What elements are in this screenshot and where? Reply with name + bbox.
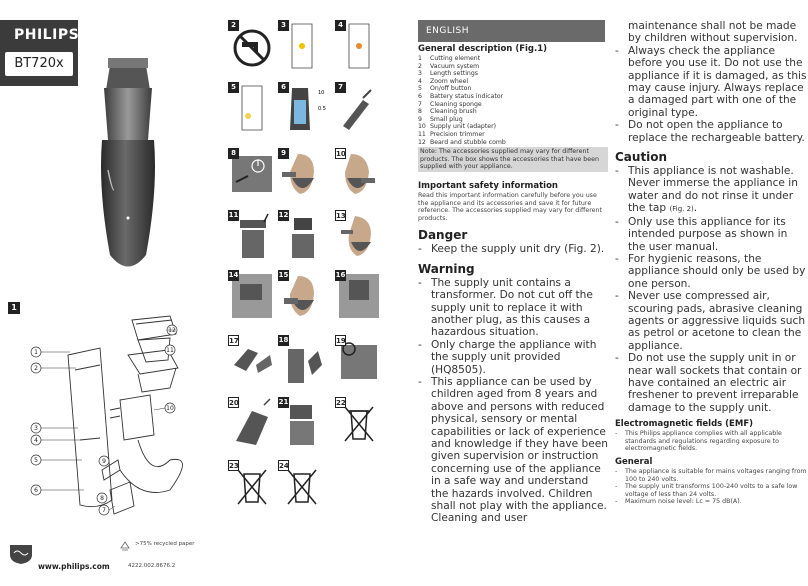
- callout-11: [165, 345, 175, 355]
- fig-3-number: 3: [278, 20, 289, 31]
- caution-list: [615, 165, 807, 414]
- parts-list-item: 9 Small plug: [418, 115, 463, 123]
- fig-17-number: 17: [229, 337, 239, 345]
- model-badge: BT720x: [5, 52, 73, 76]
- warning-continuation: maintenance shall not be made by children without supervision.: [628, 20, 798, 45]
- fig-21: [278, 397, 326, 447]
- parts-list-item: 5 On/off button: [418, 85, 472, 93]
- footer-code: 4222.002.8676.2: [128, 563, 176, 569]
- fig-18-number: 18: [278, 336, 289, 344]
- caution-item: - Never use compressed air, scouring pads, abrasive cleaning agents or aggressive liquids such as petrol or acetone to clean the appliance.: [615, 290, 806, 352]
- callout-9: [99, 456, 109, 466]
- emf-list: [615, 430, 807, 452]
- fig-24-number: 24: [279, 462, 289, 470]
- svg-text:12: 12: [168, 327, 176, 334]
- parts-list-item: 11 Precision trimmer: [418, 130, 485, 138]
- general-description-title: General description (Fig.1): [418, 44, 548, 54]
- footer-recycled: >75% recycled paper: [135, 541, 195, 547]
- warning-item: - Always check the appliance before you use it. Do not use the appliance if it is damaged, as this may cause injury. Always replace a damaged part with one of the original type.: [615, 44, 807, 119]
- warning-list: [418, 277, 608, 525]
- fig1-number: 1: [8, 302, 20, 314]
- general-title: General: [615, 457, 653, 468]
- fig-11-number: 11: [228, 211, 239, 219]
- callout-1: [31, 347, 70, 357]
- warning-item: - Only charge the appliance with the supply unit provided (HQ8505).: [418, 338, 597, 376]
- callout-10: [154, 403, 175, 413]
- fig-5-number: 5: [228, 82, 239, 93]
- callout-3: [31, 423, 78, 433]
- language-header: ENGLISH: [418, 20, 605, 42]
- fig-17: [228, 335, 276, 385]
- parts-list-item: 12 Beard and stubble comb: [418, 138, 506, 146]
- svg-text:4: 4: [34, 437, 38, 444]
- svg-text:10: 10: [318, 90, 325, 96]
- safety-text: Read this important information carefully before you use the appliance and its accessories and save it for future reference. The accessories supplied may vary for different products.: [418, 191, 603, 222]
- fig-19: [335, 335, 383, 385]
- caution-item: - For hygienic reasons, the appliance should only be used by one person.: [615, 252, 806, 290]
- fig-22-number: 22: [336, 399, 346, 407]
- warning-title: Warning: [418, 261, 475, 276]
- text-column-a: [418, 44, 608, 525]
- fig-12-number: 12: [278, 211, 289, 219]
- general-item: - Maximum noise level: Lc = 75 dB(A).: [615, 498, 742, 506]
- fig-9: [278, 148, 326, 198]
- footer-url: www.philips.com: [38, 562, 110, 571]
- fig-9-number: 9: [278, 148, 289, 159]
- fig-4-number: 4: [335, 20, 346, 31]
- fig-14-number: 14: [228, 271, 239, 279]
- text-column-b: [615, 20, 807, 505]
- callout-8: [97, 493, 107, 503]
- fig-6-number: 6: [278, 82, 289, 93]
- fig-22: [335, 397, 383, 447]
- fig-18: [278, 335, 326, 385]
- emf-title: Electromagnetic fields (EMF): [615, 419, 754, 430]
- fig-4: [335, 20, 383, 70]
- fig-7-number: 7: [335, 82, 346, 93]
- fig-13-number: 13: [336, 212, 346, 220]
- fig-15: [278, 270, 326, 320]
- svg-text:2: 2: [34, 365, 38, 372]
- svg-text:9: 9: [102, 458, 106, 465]
- parts-list: [418, 55, 608, 146]
- fig-11: [228, 210, 276, 260]
- svg-text:6: 6: [34, 487, 38, 494]
- danger-item: - Keep the supply unit dry (Fig. 2).: [418, 243, 605, 256]
- danger-title: Danger: [418, 228, 468, 243]
- parts-list-item: 10 Supply unit (adapter): [418, 123, 497, 131]
- fig-20: [228, 397, 276, 447]
- warning-item: - Do not open the appliance to replace the rechargeable battery.: [615, 119, 805, 144]
- parts-list-item: 8 Cleaning brush: [418, 108, 477, 116]
- fig-16-number: 16: [335, 271, 346, 279]
- fig-23: [228, 460, 276, 510]
- parts-list-item: 2 Vacuum system: [418, 62, 480, 70]
- fig-23-number: 23: [229, 462, 239, 470]
- warning-list-2: [615, 45, 807, 144]
- parts-overview-drawing: [20, 310, 210, 540]
- fig-2: [228, 20, 276, 70]
- philips-shield-icon: [8, 543, 34, 565]
- svg-text:7: 7: [102, 507, 106, 514]
- callout-5: [31, 455, 82, 465]
- brand-box: [0, 20, 78, 86]
- fig-3: [278, 20, 326, 70]
- caution-title: Caution: [615, 150, 668, 165]
- fig-2-number: 2: [228, 20, 239, 31]
- fig-21-number: 21: [278, 398, 289, 406]
- fig-10: [335, 148, 383, 198]
- fig-16: [335, 270, 383, 320]
- emf-item: - This Philips appliance complies with all applicable standards and regulations regarding exposure to electromagnetic fields.: [615, 430, 782, 452]
- svg-text:11: 11: [166, 347, 174, 354]
- fig-14: [228, 270, 276, 320]
- parts-list-item: 1 Cutting element: [418, 55, 481, 62]
- fig-24: [278, 460, 326, 510]
- parts-list-item: 6 Battery status indicator: [418, 92, 504, 100]
- fig-13: [335, 210, 383, 260]
- warning-item: - The supply unit contains a transformer. Do not cut off the supply unit to replace it with another plug, as this causes a hazardous situation.: [418, 276, 593, 339]
- svg-text:5: 5: [34, 457, 38, 464]
- callout-4: [31, 435, 80, 445]
- fig-7: [335, 82, 383, 132]
- fig-6: [278, 82, 326, 132]
- callout-6: [31, 485, 84, 495]
- svg-text:1: 1: [34, 349, 38, 356]
- brand-name: PHILIPS: [14, 27, 80, 43]
- caution-item: - Do not use the supply unit in or near wall sockets that contain or have contained an electric air freshener to prevent irreparable damage to the supply unit.: [615, 352, 802, 414]
- general-list: [615, 468, 807, 505]
- fig-19-number: 19: [336, 337, 346, 345]
- product-trimmer-image: [88, 40, 178, 280]
- danger-list: [418, 243, 608, 255]
- svg-text:10: 10: [166, 405, 174, 412]
- general-item: - The supply unit transforms 100-240 volts to a safe low voltage of less than 24 volts.: [615, 483, 798, 498]
- accessories-note: Note: The accessories supplied may vary for different products. The box shows the accessories that have been supplied with your appliance.: [418, 147, 608, 172]
- general-item: - The appliance is suitable for mains voltages ranging from 100 to 240 volts.: [615, 468, 807, 483]
- fig-10-number: 10: [336, 150, 346, 158]
- fig-8-number: 8: [228, 148, 239, 159]
- fig-15-number: 15: [278, 271, 289, 279]
- callout-12: [167, 325, 177, 335]
- fig-5: [228, 82, 276, 132]
- parts-list-item: 4 Zoom wheel: [418, 77, 469, 85]
- recycle-icon: [118, 540, 132, 554]
- svg-text:8: 8: [100, 495, 104, 502]
- svg-text:3: 3: [34, 425, 38, 432]
- fig-12: [278, 210, 326, 260]
- svg-text:0.5: 0.5: [318, 106, 326, 112]
- caution-item: - This appliance is not washable. Never immerse the appliance in water and do not rinse it under the tap (Fig. 2).: [615, 165, 798, 215]
- safety-title: Important safety information: [418, 180, 558, 191]
- warning-item: - This appliance can be used by children aged from 8 years and above and persons with reduced physical, sensory or mental capabilities or lack of experience and knowledge if they have been given supervision or instruction concerning use of the appliance in a safe way and understand the hazards involved. Children shall not play with the appliance. Cleaning and user: [418, 375, 608, 525]
- parts-list-item: 7 Cleaning sponge: [418, 100, 482, 108]
- fig-8: [228, 148, 276, 198]
- fig-20-number: 20: [229, 399, 239, 407]
- caution-item: - Only use this appliance for its intended purpose as shown in the user manual.: [615, 215, 788, 253]
- parts-list-item: 3 Length settings: [418, 70, 478, 78]
